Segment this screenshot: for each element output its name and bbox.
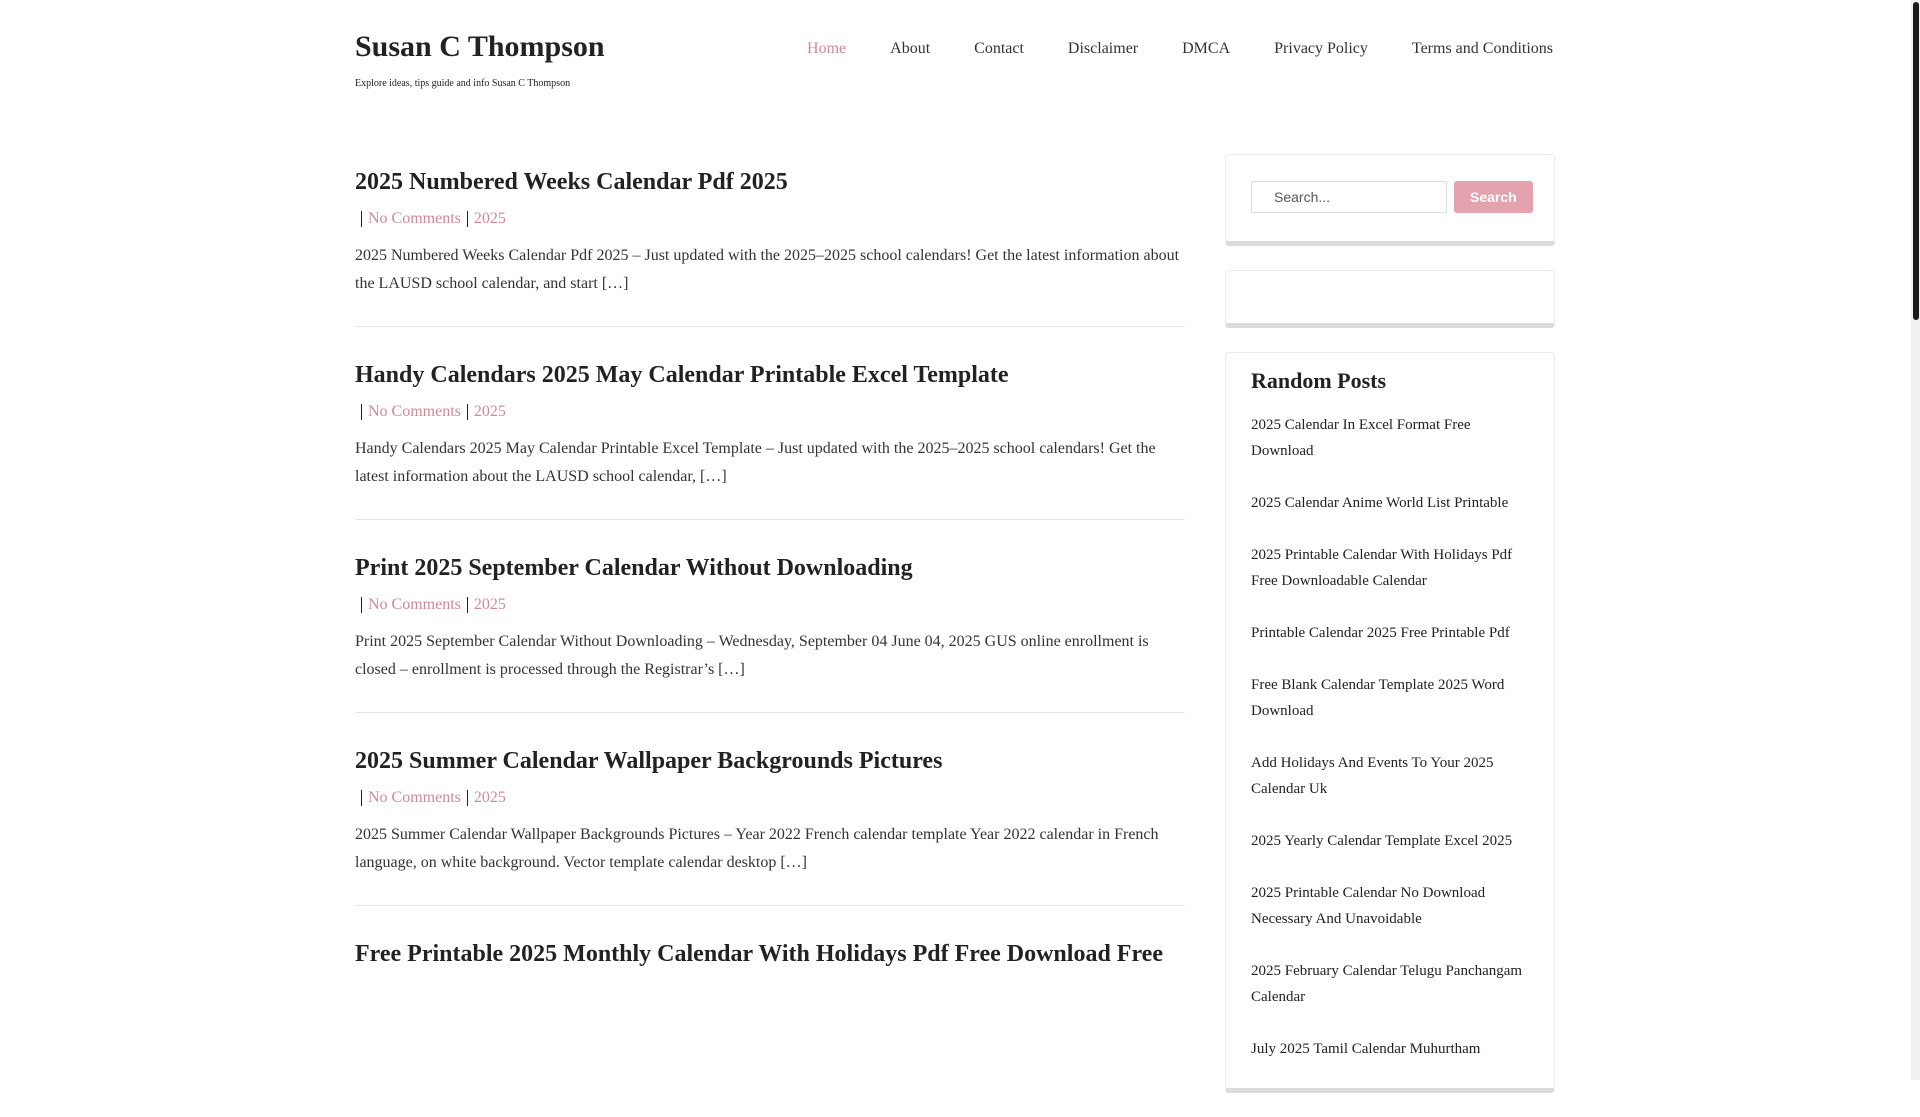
post-title[interactable]: Handy Calendars 2025 May Calendar Printable Excel Template [355, 362, 1009, 388]
random-post-link[interactable]: 2025 Calendar In Excel Format Free Download [1251, 417, 1471, 459]
nav-item-home[interactable]: Home [807, 40, 847, 57]
search-button[interactable]: Search [1454, 181, 1533, 213]
post-meta [355, 596, 1185, 614]
meta-divider [467, 211, 468, 227]
post-title[interactable]: Free Printable 2025 Monthly Calendar With Holidays Pdf Free Download Free [355, 941, 1163, 967]
random-posts-widget [1225, 352, 1555, 1093]
post-meta [355, 789, 1185, 807]
random-post-link[interactable]: 2025 Calendar Anime World List Printable [1251, 495, 1509, 511]
meta-divider [361, 404, 362, 420]
meta-divider [467, 404, 468, 420]
site-tagline: Explore ideas, tips guide and info Susan C Thompson [355, 78, 571, 89]
category-link[interactable]: 2025 [473, 403, 506, 420]
meta-divider [467, 597, 468, 613]
post-excerpt: Print 2025 September Calendar Without Downloading – Wednesday, September 04 June 04, 2025 GUS online enrollment is closed – enrollment is processed through the Registrar’s […] [355, 633, 1149, 678]
comments-link[interactable]: No Comments [368, 789, 461, 806]
category-link[interactable]: 2025 [473, 789, 506, 806]
post-meta [355, 403, 1185, 421]
random-post-link[interactable]: 2025 Printable Calendar No Download Necessary And Unavoidable [1251, 885, 1486, 927]
post-item [355, 150, 1185, 327]
empty-widget [1225, 270, 1555, 328]
site-title[interactable]: Susan C Thompson [355, 30, 605, 63]
post-title[interactable]: Print 2025 September Calendar Without Downloading [355, 555, 913, 581]
random-posts-title: Random Posts [1251, 368, 1387, 393]
meta-divider [361, 211, 362, 227]
comments-link[interactable]: No Comments [368, 210, 461, 227]
random-post-link[interactable]: Add Holidays And Events To Your 2025 Calendar Uk [1251, 755, 1494, 797]
post-item [355, 922, 1185, 1010]
category-link[interactable]: 2025 [473, 210, 506, 227]
random-post-link[interactable]: July 2025 Tamil Calendar Muhurtham [1251, 1041, 1481, 1057]
nav-item-contact[interactable]: Contact [974, 40, 1024, 57]
meta-divider [361, 597, 362, 613]
post-excerpt: 2025 Numbered Weeks Calendar Pdf 2025 – Just updated with the 2025–2025 school calendars! Get the latest information about the LAUSD school calendar, and start […] [355, 247, 1180, 292]
post-item [355, 536, 1185, 713]
post-item [355, 729, 1185, 906]
random-post-link[interactable]: 2025 February Calendar Telugu Panchangam Calendar [1251, 963, 1523, 1005]
page-scrollbar[interactable] [1911, 0, 1920, 1080]
post-title[interactable]: 2025 Numbered Weeks Calendar Pdf 2025 [355, 169, 788, 195]
post-item [355, 343, 1185, 520]
scrollbar-thumb[interactable] [1913, 2, 1919, 320]
post-title[interactable]: 2025 Summer Calendar Wallpaper Backgrounds Pictures [355, 748, 943, 774]
random-posts-list [1251, 412, 1529, 1062]
nav-item-about[interactable]: About [890, 40, 931, 57]
search-widget [1225, 154, 1555, 246]
post-excerpt: 2025 Summer Calendar Wallpaper Backgrounds Pictures – Year 2022 French calendar template Year 2022 calendar in French language, on white background. Vector template calendar desktop […] [355, 826, 1159, 871]
post-list [355, 150, 1185, 1026]
post-excerpt: Handy Calendars 2025 May Calendar Printable Excel Template – Just updated with the 2025–2025 school calendars! Get the latest information about the LAUSD school calendar, […] [355, 440, 1156, 485]
nav-item-terms-and-conditions[interactable]: Terms and Conditions [1411, 40, 1553, 57]
category-link[interactable]: 2025 [473, 596, 506, 613]
meta-divider [467, 790, 468, 806]
nav-item-dmca[interactable]: DMCA [1182, 40, 1231, 57]
site-header [355, 30, 1555, 100]
main-nav [785, 40, 1553, 58]
nav-item-disclaimer[interactable]: Disclaimer [1067, 40, 1139, 57]
random-post-link[interactable]: Free Blank Calendar Template 2025 Word Download [1251, 677, 1505, 719]
random-post-link[interactable]: 2025 Printable Calendar With Holidays Pdf Free Downloadable Calendar [1251, 547, 1513, 589]
sidebar [1225, 154, 1555, 1117]
post-meta [355, 210, 1185, 228]
random-post-link[interactable]: Printable Calendar 2025 Free Printable Pdf [1251, 625, 1510, 641]
search-input[interactable] [1251, 181, 1447, 213]
meta-divider [361, 790, 362, 806]
nav-item-privacy-policy[interactable]: Privacy Policy [1274, 40, 1368, 57]
comments-link[interactable]: No Comments [368, 596, 461, 613]
comments-link[interactable]: No Comments [368, 403, 461, 420]
random-post-link[interactable]: 2025 Yearly Calendar Template Excel 2025 [1251, 833, 1513, 849]
